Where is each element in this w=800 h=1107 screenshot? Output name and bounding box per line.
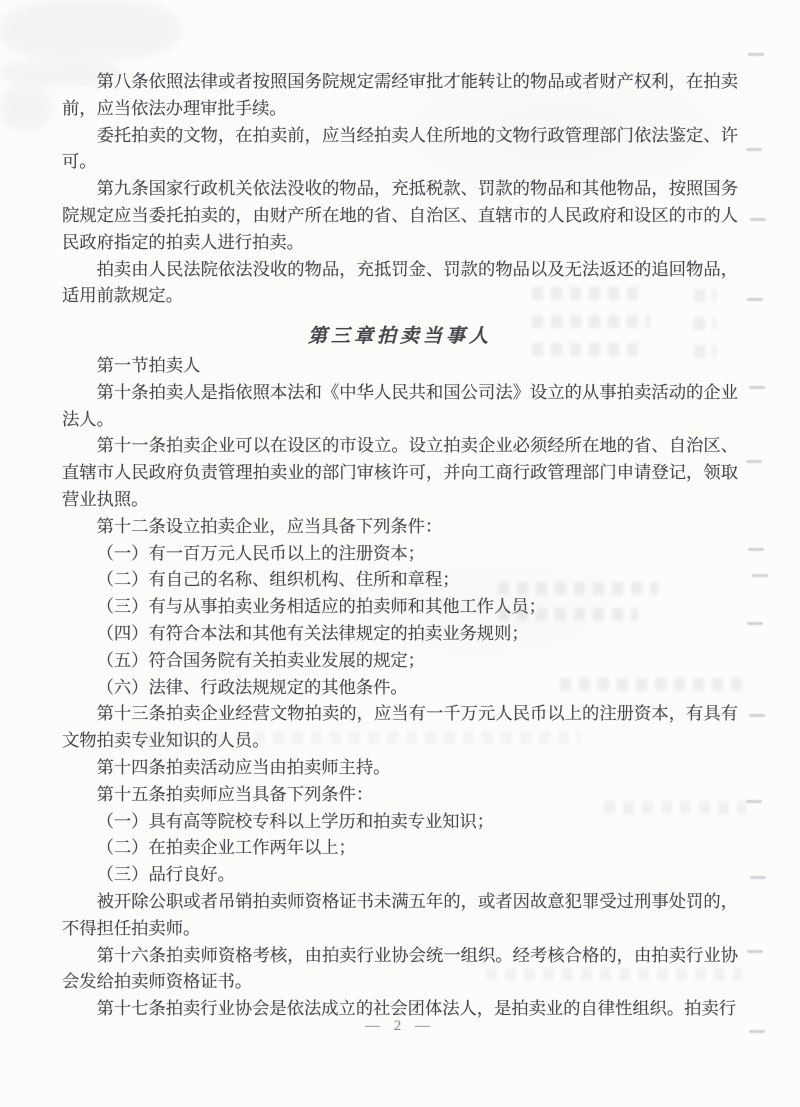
condition-item: （五）符合国务院有关拍卖业发展的规定； xyxy=(96,650,425,670)
edge-mark xyxy=(750,218,766,221)
article-8-paragraph-2: 委托拍卖的文物，在拍卖前，应当经拍卖人住所地的文物行政管理部门依法鉴定、许可。 xyxy=(62,125,738,172)
edge-mark xyxy=(752,574,768,577)
page-number: — 2 — xyxy=(365,1018,435,1034)
article-17-paragraph: 第十七条拍卖行业协会是依法成立的社会团体法人，是拍卖业的自律性组织。拍卖行 xyxy=(96,999,737,1019)
condition-item: （三）有与从事拍卖业务相适应的拍卖师和其他工作人员； xyxy=(96,597,546,617)
edge-mark xyxy=(746,800,762,803)
edge-mark xyxy=(747,950,763,953)
condition-item: （二）有自己的名称、组织机构、住所和章程； xyxy=(96,570,460,590)
section-title: 第一节拍卖人 xyxy=(96,355,201,375)
article-12-paragraph: 第十二条设立拍卖企业，应当具备下列条件： xyxy=(96,516,443,536)
article-9-paragraph: 第九条国家行政机关依法没收的物品，充抵税款、罚款的物品和其他物品，按照国务院规定应当委托拍卖的，由财产所在地的省、自治区、直辖市的人民政府和设区的市的人民政府指定的拍卖人进行拍卖。 xyxy=(62,179,738,252)
condition-item: （三）品行良好。 xyxy=(96,865,235,885)
article-9-paragraph-2: 拍卖由人民法院依法没收的物品，充抵罚金、罚款的物品以及无法返还的追回物品，适用前款规定。 xyxy=(62,259,738,306)
article-14-paragraph: 第十四条拍卖活动应当由拍卖师主持。 xyxy=(96,757,391,777)
edge-mark xyxy=(746,148,762,151)
edge-mark xyxy=(747,298,763,301)
condition-item: （一）具有高等院校专科以上学历和拍卖专业知识； xyxy=(96,811,495,831)
edge-mark xyxy=(748,548,764,551)
edge-mark xyxy=(750,876,766,879)
article-15-paragraph-2: 被开除公职或者吊销拍卖师资格证书未满五年的，或者因故意犯罪受过刑事处罚的，不得担任拍卖师。 xyxy=(62,891,738,938)
edge-mark xyxy=(746,460,762,463)
article-13-paragraph: 第十三条拍卖企业经营文物拍卖的，应当有一千万元人民币以上的注册资本，有具有文物拍卖专业知识的人员。 xyxy=(62,704,738,751)
condition-item: （六）法律、行政法规规定的其他条件。 xyxy=(96,677,408,697)
article-8-paragraph: 第八条依照法律或者按照国务院规定需经审批才能转让的物品或者财产权利，在拍卖前，应当依法办理审批手续。 xyxy=(62,72,738,118)
chapter-heading: 第三章拍卖当事人 xyxy=(307,326,492,348)
edge-mark xyxy=(749,714,765,717)
document-body xyxy=(62,69,738,1023)
edge-mark xyxy=(749,386,765,389)
bleed-through-mark xyxy=(0,86,52,130)
article-11-paragraph: 第十一条拍卖企业可以在设区的市设立。设立拍卖企业必须经所在地的省、自治区、直辖市人民政府负责管理拍卖业的部门审核许可，并向工商行政管理部门申请登记，领取营业执照。 xyxy=(62,436,738,509)
article-15-paragraph: 第十五条拍卖师应当具备下列条件： xyxy=(96,784,374,804)
condition-item: （二）在拍卖企业工作两年以上； xyxy=(96,838,356,858)
article-10-paragraph: 第十条拍卖人是指依照本法和《中华人民共和国公司法》设立的从事拍卖活动的企业法人。 xyxy=(62,382,738,429)
condition-item: （四）有符合本法和其他有关法律规定的拍卖业务规则； xyxy=(96,623,529,643)
condition-item: （一）有一百万元人民币以上的注册资本； xyxy=(96,543,425,563)
bleed-through-mark xyxy=(0,0,180,60)
edge-mark xyxy=(747,622,763,625)
edge-mark xyxy=(748,53,764,56)
article-16-paragraph: 第十六条拍卖师资格考核，由拍卖行业协会统一组织。经考核合格的，由拍卖行业协会发给拍卖师资格证书。 xyxy=(62,945,738,992)
